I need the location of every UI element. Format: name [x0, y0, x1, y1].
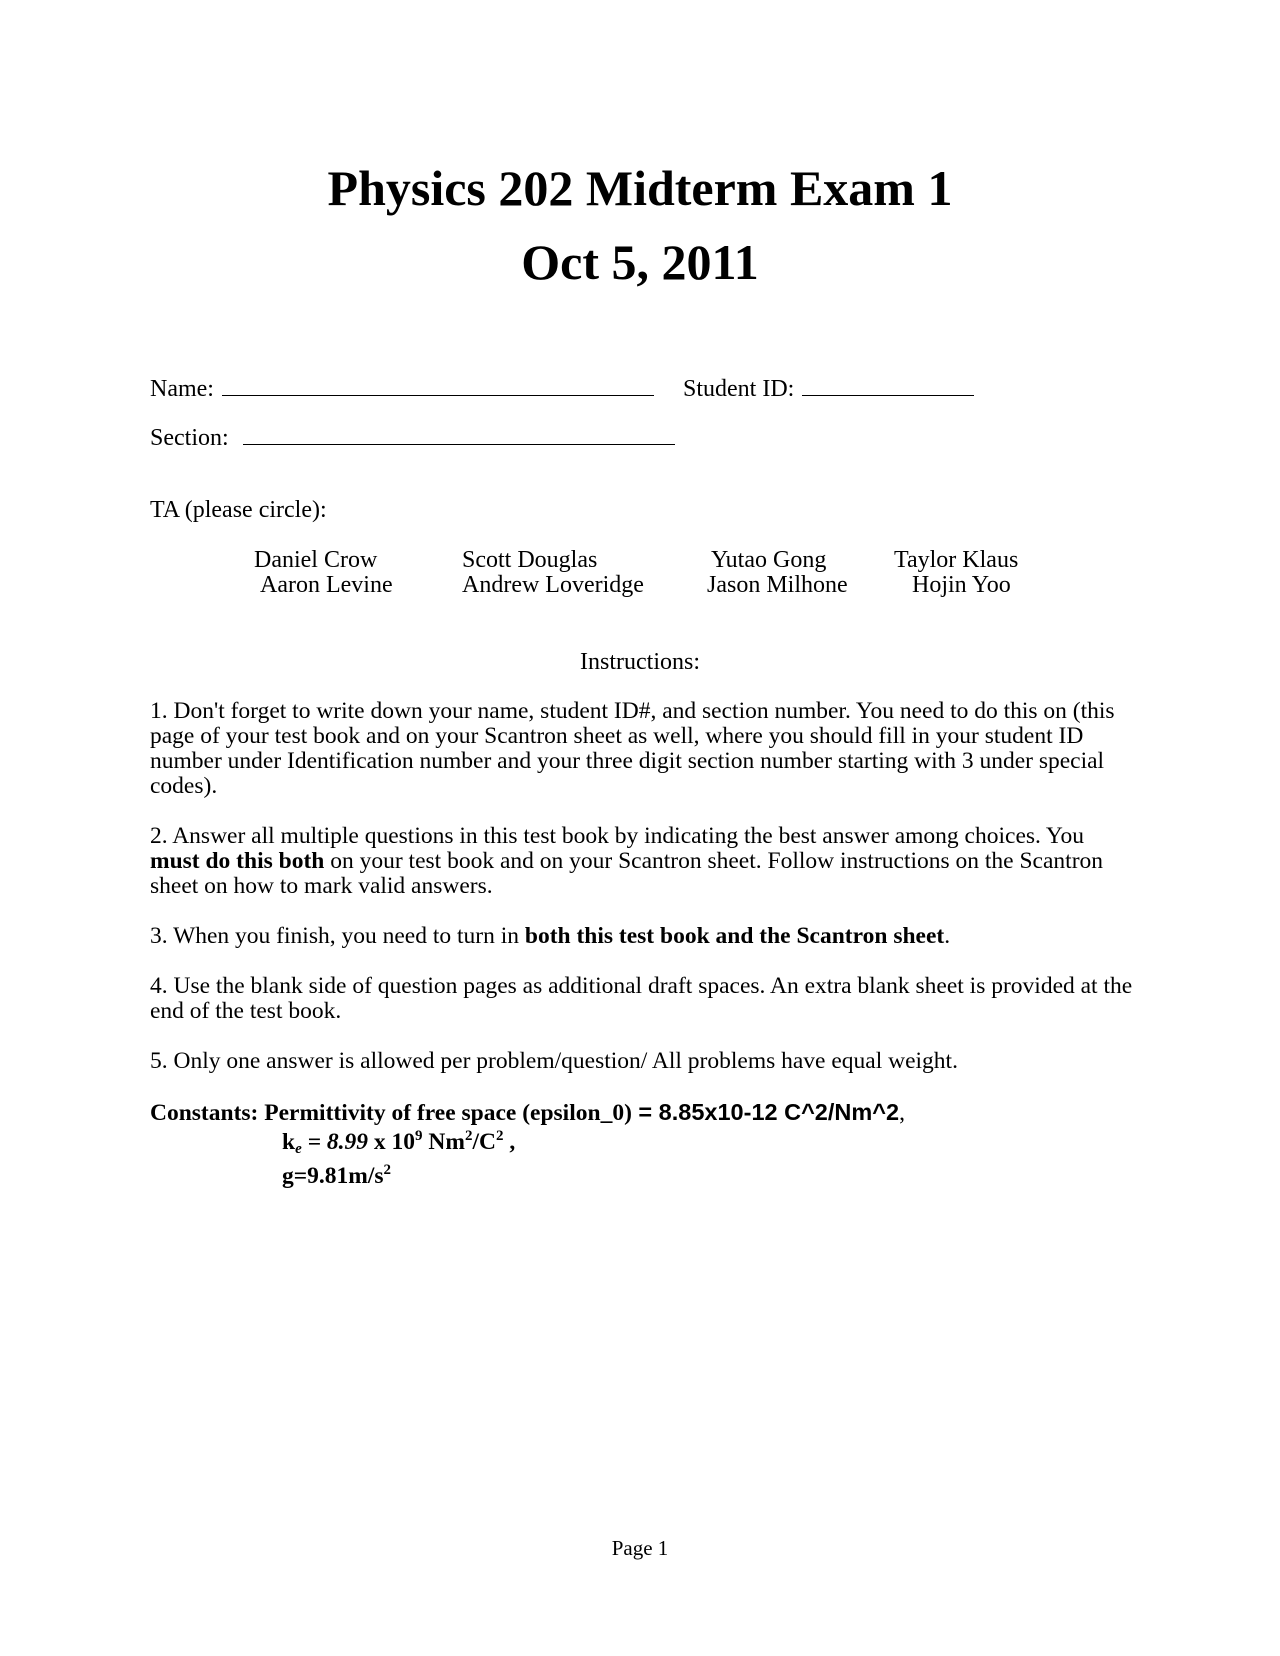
ke-unit-exp1: 2: [464, 1128, 473, 1144]
ta-label: TA (please circle):: [150, 497, 327, 523]
instruction-3-emphasis: both this test book and the Scantron sheet: [524, 923, 945, 949]
ta-option[interactable]: Yutao Gong: [711, 547, 827, 573]
exam-title: Physics 202 Midterm Exam 1: [327, 160, 953, 216]
exam-date: Oct 5, 2011: [521, 234, 759, 290]
instruction-2-emphasis: must do this both: [150, 848, 325, 874]
section-field-row: [150, 422, 675, 452]
name-blank[interactable]: [222, 373, 654, 396]
ke-mantissa: 8.99: [326, 1129, 369, 1155]
instruction-3: [150, 924, 1135, 949]
ke-unit-c: /C: [472, 1129, 496, 1155]
g-text: g=9.81m/s: [282, 1163, 384, 1189]
ke-equals: =: [301, 1129, 327, 1155]
ke-exponent: 9: [415, 1128, 423, 1144]
ke-times-ten: x 10: [368, 1129, 416, 1155]
student-id-blank[interactable]: [802, 373, 974, 396]
instruction-1: 1. Don't forget to write down your name, student ID#, and section number. You need to do this on (this page of your test book and on your Scantron sheet as well, where you should fill in your student ID number under Identification number and your three digit section number starting with 3 under special codes).: [150, 698, 1115, 799]
name-field-row: [150, 373, 654, 403]
page-number: Page 1: [611, 1536, 669, 1560]
student-id-field-row: [683, 373, 974, 403]
ta-option[interactable]: Taylor Klaus: [894, 547, 1019, 573]
instruction-2-text-a: 2. Answer all multiple questions in this test book by indicating the best answer among choices. You: [150, 823, 1085, 849]
ta-option[interactable]: Andrew Loveridge: [462, 572, 644, 598]
ke-unit-exp2: 2: [495, 1128, 504, 1144]
instruction-5: 5. Only one answer is allowed per problem/question/ All problems have equal weight.: [150, 1048, 958, 1074]
ke-symbol: k: [282, 1129, 296, 1155]
constants-label: Constants:: [150, 1100, 259, 1126]
constants-ke-row: [282, 1128, 515, 1156]
constants-g-row: [282, 1162, 391, 1190]
section-blank[interactable]: [243, 422, 675, 445]
ta-option[interactable]: Scott Douglas: [462, 547, 598, 573]
permittivity-comma: ,: [899, 1100, 905, 1126]
name-label: Name:: [150, 376, 214, 402]
g-exponent: 2: [383, 1162, 392, 1178]
instruction-3-text-c: .: [944, 923, 951, 949]
constants-permittivity-row: [150, 1098, 905, 1127]
permittivity-value: = 8.85x10-12 C^2/Nm^2: [631, 1099, 900, 1125]
instruction-2-text-c: on your test book and on your Scantron sheet. Follow instructions on the Scantron sheet on how to mark valid answers.: [150, 848, 1104, 899]
ke-subscript: e: [295, 1141, 302, 1157]
ta-option[interactable]: Aaron Levine: [260, 572, 393, 598]
ke-comma: ,: [503, 1129, 516, 1155]
instruction-4: 4. Use the blank side of question pages as additional draft spaces. An extra blank sheet is provided at the end of the test book.: [150, 973, 1133, 1024]
ke-unit-nm: Nm: [422, 1129, 465, 1155]
permittivity-text: Permittivity of free space (epsilon_0): [264, 1100, 632, 1126]
instruction-2: [150, 824, 1135, 899]
instruction-3-text-a: 3. When you finish, you need to turn in: [150, 923, 525, 949]
ta-option[interactable]: Jason Milhone: [707, 572, 848, 598]
section-label: Section:: [150, 425, 229, 451]
student-id-label: Student ID:: [683, 376, 795, 402]
ta-option[interactable]: Hojin Yoo: [912, 572, 1011, 598]
ta-option[interactable]: Daniel Crow: [254, 547, 378, 573]
instructions-heading: Instructions:: [580, 649, 700, 675]
